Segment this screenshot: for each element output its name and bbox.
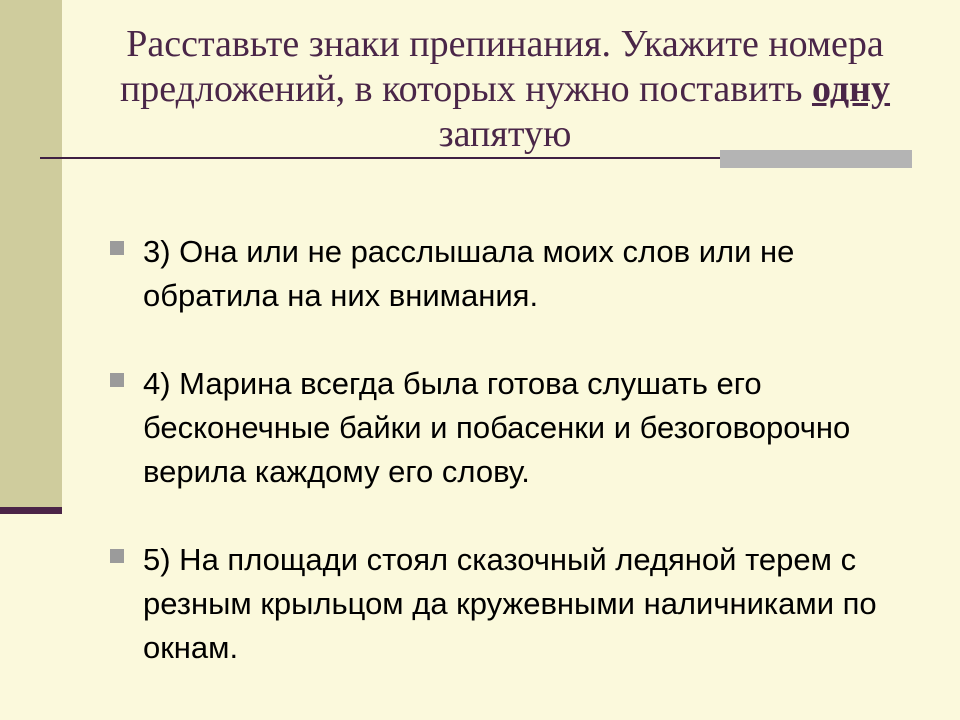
title-emphasis-word: одну (811, 68, 891, 110)
list-item-text: 4) Марина всегда была готова слушать его бесконечные байки и побасенки и безоговорочно верила каждому его слову. (143, 366, 851, 489)
square-bullet-icon (110, 373, 124, 387)
title-text-part-1: Расставьте знаки препинания. Укажите номера предложений, в которых нужно поставить (119, 23, 884, 110)
bullet-list (110, 230, 910, 670)
list-item (110, 362, 910, 494)
list-item (110, 538, 910, 670)
list-item-text: 3) Она или не расслышала моих слов или не обратила на них внимания. (143, 234, 795, 313)
side-decoration-line (0, 507, 62, 514)
square-bullet-icon (110, 241, 124, 255)
list-item (110, 230, 910, 318)
side-decoration-bar (0, 0, 62, 510)
square-bullet-icon (110, 549, 124, 563)
title-text-part-2: запятую (438, 113, 572, 155)
slide-title (110, 22, 900, 157)
list-item-text: 5) На площади стоял сказочный ледяной терем с резным крыльцом да кружевными наличниками по окнам. (143, 542, 877, 665)
title-divider-accent (720, 150, 912, 168)
